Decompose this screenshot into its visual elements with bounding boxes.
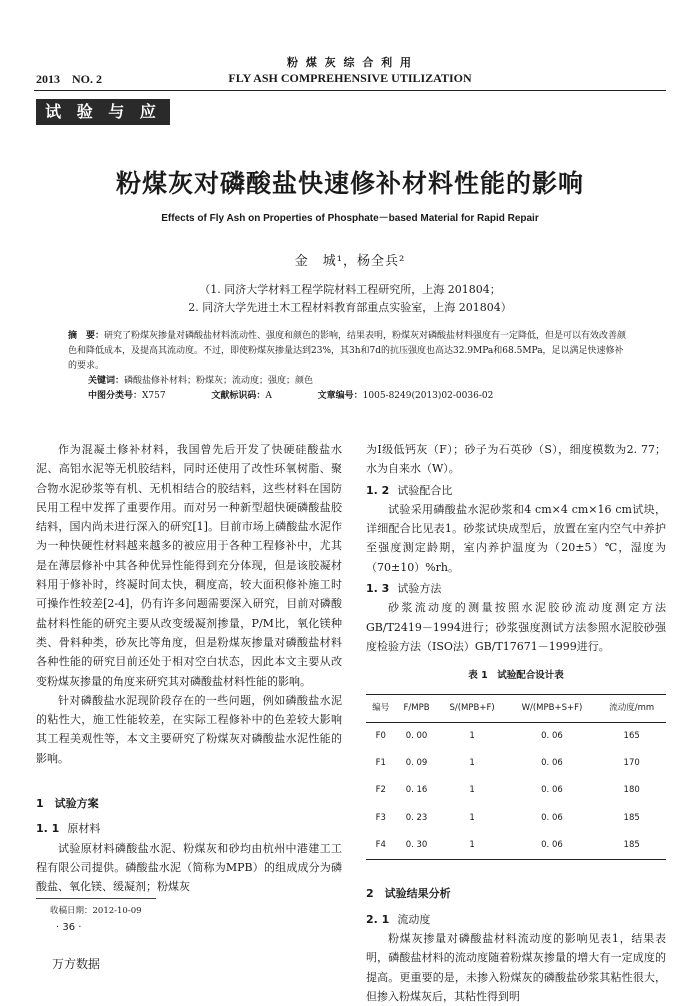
table-header-cell: F/MPB bbox=[403, 702, 430, 713]
table-caption: 表 1 试验配合设计表 bbox=[468, 670, 564, 682]
subsection-heading-1-2 bbox=[366, 481, 666, 500]
footnote-rule bbox=[36, 898, 156, 899]
abstract-body bbox=[68, 329, 630, 374]
paper-title: 粉煤灰对磷酸盐快速修补材料性能的影响 bbox=[115, 169, 584, 198]
article-no: 1005-8249(2013)02-0036-02 bbox=[362, 391, 494, 401]
intro-paragraph-1: 作为混凝土修补材料，我国曾先后开发了快硬硅酸盐水泥、高铝水泥等无机胶结料，同时还使用了改性环氧树脂、聚合物水泥砂浆等有机、无机相结合的胶结料，这些材料在国防民用工程中发挥了重要作用。而对另一种新型超快硬磷酸盐胶结料，国内尚未进行深入的研究[1]。目前市场上磷酸盐水泥作为一种快硬性材料越来越多的被应用于各种工程修补中，尤其是在薄层修补中其各种优异性能得到充分体现，但是该胶凝材料用于修补时，终凝时间太快，稠度高，较大面积修补施工时可操作性较差[2-4]，仍有许多问题需要深入研究，目前对磷酸盐材料性能的研究主要从改变缓凝剂掺量，P/M比，氧化镁种类、骨料种类，砂灰比等角度，但是粉煤灰掺量对磷酸盐材料各种性能的研究目前还处于相对空白状态，因此本文主要从改变粉煤灰掺量的角度来研究其对磷酸盐材料性能的影响。 bbox=[36, 443, 342, 688]
abstract bbox=[68, 329, 630, 404]
subsection-title: 试验方法 bbox=[397, 582, 442, 596]
doc-code-label: 文献标识码： bbox=[211, 391, 266, 401]
affiliation-1: （1. 同济大学材料工程学院材料工程研究所，上海 201804； bbox=[199, 283, 501, 296]
table-row bbox=[366, 832, 666, 860]
mix-design-table bbox=[366, 694, 666, 861]
subsection-number: 1. 3 bbox=[366, 582, 390, 596]
table-cell: 0. 06 bbox=[541, 840, 563, 851]
abstract-text: 研究了粉煤灰掺量对磷酸盐材料流动性、强度和颜色的影响，结果表明，粉煤灰对磷酸盐材料强度有一定降低，但是可以有效改善颜色和降低成本，及提高其流动度。不过，即使粉煤灰掺量达到23%，其3h和7d的抗压强度也高达32.9MPa和68.5MPa，足以满足快速修补的要求。 bbox=[68, 331, 627, 371]
subsection-number: 2. 1 bbox=[366, 912, 390, 926]
table-cell: 170 bbox=[623, 758, 640, 769]
table-row bbox=[366, 750, 666, 777]
article-no-label: 文章编号： bbox=[317, 391, 363, 401]
table-cell: 0. 06 bbox=[541, 812, 563, 823]
table-cell: 180 bbox=[623, 785, 640, 796]
issue-number: 2013 NO. 2 bbox=[36, 72, 103, 86]
subsection-number: 1. 2 bbox=[366, 483, 390, 497]
table-cell: 185 bbox=[623, 840, 640, 851]
table-cell: 185 bbox=[623, 812, 640, 823]
subsection-heading-1-3 bbox=[366, 579, 666, 598]
section-heading-2: 2 试验结果分析 bbox=[366, 887, 451, 901]
table-header-cell: W/(MPB+S+F) bbox=[521, 702, 583, 713]
table-cell: 0. 00 bbox=[405, 730, 428, 741]
table-cell: 0. 16 bbox=[405, 785, 428, 796]
table-cell: F1 bbox=[375, 758, 386, 769]
table-header-cell: S/(MPB+F) bbox=[449, 702, 495, 713]
received-date: 收稿日期：2012-10-09 bbox=[50, 906, 142, 916]
materials-paragraph: 试验原材料磷酸盐水泥、粉煤灰和砂均由杭州中港建工工程有限公司提供。磷酸盐水泥（简称为MPB）的组成成分为磷酸盐、氧化镁、缓凝剂；粉煤灰 bbox=[36, 841, 342, 894]
table-cell: 1 bbox=[469, 840, 475, 851]
journal-name-cn: 粉 煤 灰 综 合 利 用 bbox=[287, 56, 413, 69]
table-cell: F2 bbox=[375, 785, 386, 796]
section-tag: 试 验 与 应 用 bbox=[36, 99, 170, 125]
subsection-heading-1-1 bbox=[36, 819, 342, 838]
classification-line bbox=[88, 389, 630, 404]
table-cell: 1 bbox=[469, 812, 475, 823]
table-cell: 0. 06 bbox=[541, 758, 563, 769]
table-row bbox=[366, 777, 666, 804]
table-header-cell: 编号 bbox=[372, 702, 390, 713]
table-header-cell: 流动度/mm bbox=[609, 702, 655, 713]
watermark-text: 万方数据 bbox=[52, 957, 101, 971]
doc-code: A bbox=[265, 391, 272, 401]
affiliation-2: 2. 同济大学先进土木工程材料教育部重点实验室，上海 201804） bbox=[188, 301, 512, 314]
header-rule bbox=[34, 90, 666, 91]
table-cell: 0. 06 bbox=[541, 785, 563, 796]
table-cell: 1 bbox=[469, 785, 475, 796]
page-number: · 36 · bbox=[56, 922, 82, 933]
results-paragraph: 粉煤灰掺量对磷酸盐材料流动度的影响见表1，结果表明，磷酸盐材料的流动度随着粉煤灰掺量的增大有一定成度的提高。更重要的是，未掺入粉煤灰的磷酸盐砂浆其粘性很大，但掺入粉煤灰后，其粘性得到明 bbox=[366, 931, 666, 1003]
table-cell: F0 bbox=[375, 730, 386, 741]
table-cell: 0. 23 bbox=[405, 812, 428, 823]
subsection-title: 原材料 bbox=[67, 822, 101, 836]
right-column bbox=[366, 440, 666, 1006]
intro-paragraph-2: 针对磷酸盐水泥现阶段存在的一些问题，例如磷酸盐水泥的粘性大，施工性能较差，在实际工程修补中的色差较大影响其工程美观性等，本文主要研究了粉煤灰对磷酸盐水泥性能的影响。 bbox=[36, 693, 342, 765]
clc-label: 中图分类号： bbox=[88, 391, 143, 401]
table-row bbox=[366, 805, 666, 832]
section-heading-1: 1 试验方案 bbox=[36, 797, 99, 811]
abstract-label: 摘 要： bbox=[68, 331, 105, 341]
journal-name-en: FLY ASH COMPREHENSIVE UTILIZATION bbox=[228, 71, 472, 85]
table-row bbox=[366, 722, 666, 750]
authors: 金 城¹，杨全兵² bbox=[294, 254, 406, 269]
table-cell: 0. 09 bbox=[405, 758, 428, 769]
mix-paragraph: 试验采用磷酸盐水泥砂浆和4 cm×4 cm×16 cm试块，详细配合比见表1。砂浆试块成型后，放置在室内空气中养护至强度测定龄期，室内养护温度为（20±5）℃，湿度为（70±10）%rh。 bbox=[366, 502, 666, 574]
paper-title-en: Effects of Fly Ash on Properties of Phosphate－based Material for Rapid Repair bbox=[161, 213, 539, 224]
subsection-title: 试验配合比 bbox=[397, 483, 453, 497]
subsection-title: 流动度 bbox=[397, 912, 431, 926]
table-cell: 165 bbox=[623, 730, 640, 741]
table-cell: 0. 30 bbox=[405, 840, 428, 851]
subsection-number: 1. 1 bbox=[36, 822, 60, 836]
materials-continued: 为Ⅰ级低钙灰（F）；砂子为石英砂（S），细度模数为2. 77；水为自来水（W）。 bbox=[366, 443, 666, 476]
method-paragraph: 砂浆流动度的测量按照水泥胶砂流动度测定方法GB/T2419－1994进行；砂浆强度测试方法参照水泥胶砂强度检验方法（ISO法）GB/T17671－1999进行。 bbox=[366, 601, 666, 653]
table-cell: F3 bbox=[375, 812, 386, 823]
table-cell: 1 bbox=[469, 758, 475, 769]
clc-code: X757 bbox=[142, 391, 166, 401]
keywords: 磷酸盐修补材料；粉煤灰；流动度；强度；颜色 bbox=[124, 376, 314, 386]
keywords-label: 关键词： bbox=[88, 376, 125, 386]
table-cell: 1 bbox=[469, 730, 475, 741]
table-cell: F4 bbox=[375, 840, 386, 851]
left-column bbox=[36, 440, 342, 897]
keywords-line bbox=[88, 374, 630, 389]
table-cell: 0. 06 bbox=[541, 730, 563, 741]
table-header-row bbox=[366, 694, 666, 722]
subsection-heading-2-1 bbox=[366, 910, 666, 929]
